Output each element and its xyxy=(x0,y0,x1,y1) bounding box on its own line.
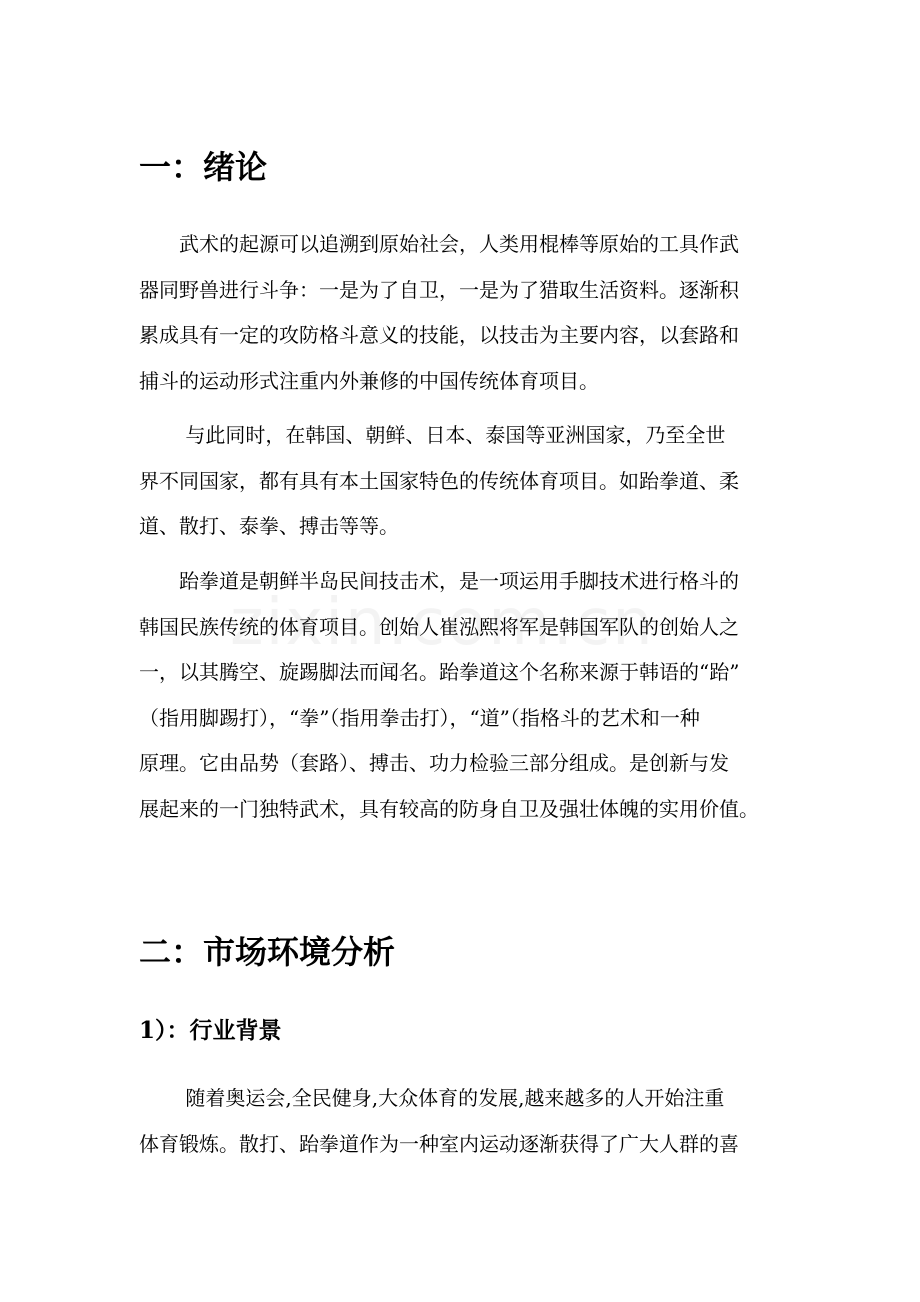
section-1-heading: 一：绪论 xyxy=(139,148,268,186)
paragraph-line: 跆拳道是朝鲜半岛民间技击术，是一项运用手脚技术进行格斗的 xyxy=(139,569,739,593)
section-2-heading: 二：市场环境分析 xyxy=(139,933,396,971)
paragraph-line: 韩国民族传统的体育项目。创始人崔泓熙将军是韩国军队的创始人之 xyxy=(139,614,739,639)
paragraph-line: 累成具有一定的攻防格斗意义的技能，以技击为主要内容，以套路和 xyxy=(139,323,739,347)
paragraph-line: 原理。它由品势（套路）、搏击、功力检验三部分组成。是创新与发 xyxy=(139,751,729,775)
paragraph-line: 随着奥运会,全民健身,大众体育的发展,越来越多的人开始注重 xyxy=(139,1086,725,1110)
section-1-paragraph-1 xyxy=(139,222,799,404)
subsection-1-paragraph-1 xyxy=(139,1076,799,1167)
paragraph-line: 捕斗的运动形式注重内外兼修的中国传统体育项目。 xyxy=(139,368,599,393)
paragraph-line: 武术的起源可以追溯到原始社会，人类用棍棒等原始的工具作武 xyxy=(139,232,739,256)
paragraph-line: 器同野兽进行斗争：一是为了自卫，一是为了猎取生活资料。逐渐积 xyxy=(139,277,739,302)
paragraph-line: 体育锻炼。散打、跆拳道作为一种室内运动逐渐获得了广大人群的喜 xyxy=(139,1131,739,1156)
section-1-paragraph-3 xyxy=(139,559,799,832)
paragraph-line: 界不同国家，都有具有本土国家特色的传统体育项目。如跆拳道、柔 xyxy=(139,468,739,493)
paragraph-line: 展起来的一门独特武术，具有较高的防身自卫及强壮体魄的实用价值。 xyxy=(139,796,759,821)
paragraph-line: 道、散打、泰拳、搏击等等。 xyxy=(139,514,399,538)
subsection-heading: 1）：行业背景 xyxy=(139,1017,282,1044)
section-1-paragraph-2 xyxy=(139,413,799,550)
paragraph-line: 与此同时，在韩国、朝鲜、日本、泰国等亚洲国家，乃至全世 xyxy=(139,423,726,447)
paragraph-line: 一，以其腾空、旋踢脚法而闻名。跆拳道这个名称来源于韩语的“跆” xyxy=(139,660,740,684)
paragraph-line: （指用脚踢打），“拳”（指用拳击打），“道”（指格斗的艺术和一种 xyxy=(139,705,700,730)
